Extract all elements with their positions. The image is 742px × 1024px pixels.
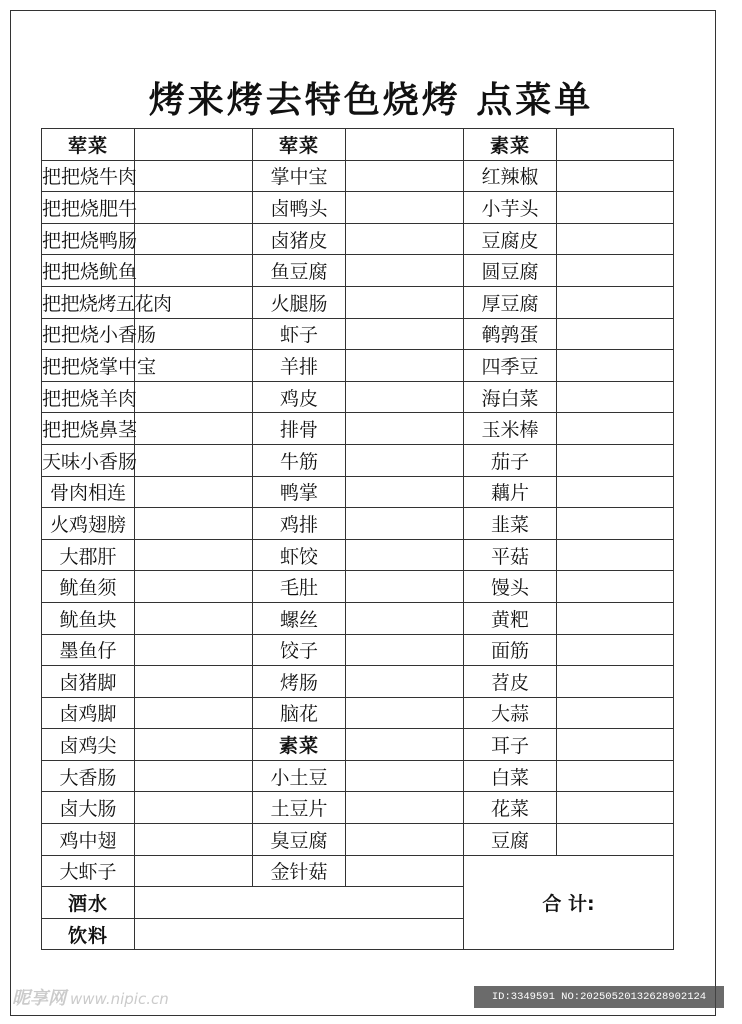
qty-cell[interactable] bbox=[346, 508, 464, 540]
menu-row bbox=[42, 476, 674, 508]
qty-cell[interactable] bbox=[557, 508, 674, 540]
menu-title: 烤来烤去特色烧烤 点菜单 bbox=[148, 79, 594, 121]
qty-cell[interactable] bbox=[135, 855, 253, 887]
col1-item: 火鸡翅膀 bbox=[42, 508, 135, 540]
qty-cell[interactable] bbox=[135, 381, 253, 413]
col3-item: 玉米棒 bbox=[464, 413, 557, 445]
col3-item: 馒头 bbox=[464, 571, 557, 603]
qty-cell[interactable] bbox=[557, 192, 674, 224]
watermark-site-name: 昵享网 bbox=[12, 988, 66, 1009]
menu-row bbox=[42, 381, 674, 413]
col3-item: 红辣椒 bbox=[464, 160, 557, 192]
menu-row bbox=[42, 192, 674, 224]
col2-item: 脑花 bbox=[253, 697, 346, 729]
qty-cell[interactable] bbox=[557, 413, 674, 445]
qty-cell[interactable] bbox=[346, 571, 464, 603]
qty-cell[interactable] bbox=[135, 571, 253, 603]
qty-cell[interactable] bbox=[557, 760, 674, 792]
col3-item: 白菜 bbox=[464, 760, 557, 792]
menu-row bbox=[42, 634, 674, 666]
qty-cell[interactable] bbox=[346, 255, 464, 287]
qty-cell[interactable] bbox=[557, 160, 674, 192]
col2-item: 金针菇 bbox=[253, 855, 346, 887]
qty-cell[interactable] bbox=[346, 413, 464, 445]
drinks-soft-label: 饮料 bbox=[42, 918, 135, 950]
menu-row bbox=[42, 444, 674, 476]
col3-item: 平菇 bbox=[464, 539, 557, 571]
drinks-alcohol-qty[interactable] bbox=[135, 887, 464, 919]
col1-header: 荤菜 bbox=[42, 129, 135, 161]
col1-item: 把把烧鱿鱼 bbox=[42, 255, 135, 287]
order-menu-table bbox=[41, 128, 674, 950]
qty-cell[interactable] bbox=[557, 444, 674, 476]
col3-item: 苕皮 bbox=[464, 666, 557, 698]
col1-item: 卤猪脚 bbox=[42, 666, 135, 698]
qty-cell[interactable] bbox=[135, 666, 253, 698]
menu-row bbox=[42, 350, 674, 382]
qty-cell[interactable] bbox=[557, 824, 674, 856]
qty-cell[interactable] bbox=[557, 223, 674, 255]
qty-cell[interactable] bbox=[346, 855, 464, 887]
col2-item: 小土豆 bbox=[253, 760, 346, 792]
col1-item: 鱿鱼须 bbox=[42, 571, 135, 603]
col1-item: 大虾子 bbox=[42, 855, 135, 887]
qty-cell[interactable] bbox=[346, 602, 464, 634]
qty-cell[interactable] bbox=[346, 286, 464, 318]
col2-item: 卤猪皮 bbox=[253, 223, 346, 255]
qty-cell[interactable] bbox=[346, 666, 464, 698]
qty-cell[interactable] bbox=[135, 792, 253, 824]
col1-item: 骨肉相连 bbox=[42, 476, 135, 508]
col1-item: 把把烧羊肉 bbox=[42, 381, 135, 413]
qty-cell[interactable] bbox=[557, 476, 674, 508]
col3-item: 黄粑 bbox=[464, 602, 557, 634]
menu-row bbox=[42, 697, 674, 729]
col3-item: 豆腐 bbox=[464, 824, 557, 856]
menu-table-body bbox=[42, 129, 674, 950]
col2-item: 火腿肠 bbox=[253, 286, 346, 318]
qty-cell[interactable] bbox=[557, 318, 674, 350]
col1-item: 把把烧牛肉 bbox=[42, 160, 135, 192]
col3-item: 圆豆腐 bbox=[464, 255, 557, 287]
col1-item: 鱿鱼块 bbox=[42, 602, 135, 634]
qty-cell[interactable] bbox=[135, 697, 253, 729]
menu-row bbox=[42, 824, 674, 856]
qty-cell[interactable] bbox=[557, 792, 674, 824]
qty-cell[interactable] bbox=[557, 729, 674, 761]
col1-item: 墨鱼仔 bbox=[42, 634, 135, 666]
col1-item: 卤大肠 bbox=[42, 792, 135, 824]
qty-cell[interactable] bbox=[346, 223, 464, 255]
qty-cell[interactable] bbox=[135, 413, 253, 445]
col2-item: 鸭掌 bbox=[253, 476, 346, 508]
drinks-alcohol-label: 酒水 bbox=[42, 887, 135, 919]
col1-item: 卤鸡脚 bbox=[42, 697, 135, 729]
qty-cell[interactable] bbox=[557, 286, 674, 318]
col3-item: 耳子 bbox=[464, 729, 557, 761]
qty-cell[interactable] bbox=[346, 476, 464, 508]
col3-item: 韭菜 bbox=[464, 508, 557, 540]
qty-cell[interactable] bbox=[135, 602, 253, 634]
qty-cell[interactable] bbox=[557, 697, 674, 729]
menu-row bbox=[42, 792, 674, 824]
qty-cell[interactable] bbox=[135, 223, 253, 255]
col1-item: 卤鸡尖 bbox=[42, 729, 135, 761]
qty-cell[interactable] bbox=[346, 444, 464, 476]
qty-cell[interactable] bbox=[346, 729, 464, 761]
col2-item: 土豆片 bbox=[253, 792, 346, 824]
col3-item: 厚豆腐 bbox=[464, 286, 557, 318]
watermark-url: www.nipic.cn bbox=[70, 990, 169, 1008]
qty-cell[interactable] bbox=[135, 729, 253, 761]
col2-item: 羊排 bbox=[253, 350, 346, 382]
qty-cell[interactable] bbox=[557, 571, 674, 603]
qty-cell[interactable] bbox=[346, 350, 464, 382]
qty-cell[interactable] bbox=[135, 192, 253, 224]
image-id-bar: ID:3349591 NO:20250520132628902124 bbox=[474, 986, 724, 1008]
qty-cell[interactable] bbox=[557, 350, 674, 382]
qty-cell[interactable] bbox=[557, 666, 674, 698]
col1-item: 把把烧肥牛 bbox=[42, 192, 135, 224]
col2-item: 掌中宝 bbox=[253, 160, 346, 192]
col1-item: 把把烧烤五花肉 bbox=[42, 286, 135, 318]
col2-item: 臭豆腐 bbox=[253, 824, 346, 856]
menu-row bbox=[42, 729, 674, 761]
col1-item: 大香肠 bbox=[42, 760, 135, 792]
menu-row bbox=[42, 223, 674, 255]
col3-item: 四季豆 bbox=[464, 350, 557, 382]
menu-row bbox=[42, 571, 674, 603]
menu-row bbox=[42, 413, 674, 445]
menu-row bbox=[42, 666, 674, 698]
col2-item: 鸡皮 bbox=[253, 381, 346, 413]
col2-item: 烤肠 bbox=[253, 666, 346, 698]
qty-cell[interactable] bbox=[557, 255, 674, 287]
qty-cell[interactable] bbox=[346, 792, 464, 824]
qty-cell[interactable] bbox=[346, 129, 464, 161]
menu-row bbox=[42, 129, 674, 161]
qty-cell[interactable] bbox=[346, 634, 464, 666]
qty-cell[interactable] bbox=[346, 760, 464, 792]
col2-item: 卤鸭头 bbox=[253, 192, 346, 224]
col1-item: 把把烧掌中宝 bbox=[42, 350, 135, 382]
col3-item: 花菜 bbox=[464, 792, 557, 824]
total-cell[interactable]: 合 计: bbox=[464, 855, 674, 950]
col1-item: 把把烧小香肠 bbox=[42, 318, 135, 350]
watermark-logo bbox=[12, 984, 169, 1010]
col2-header: 荤菜 bbox=[253, 129, 346, 161]
col2-item: 虾子 bbox=[253, 318, 346, 350]
drinks-soft-qty[interactable] bbox=[135, 918, 464, 950]
col3-item: 大蒜 bbox=[464, 697, 557, 729]
col2-item: 鸡排 bbox=[253, 508, 346, 540]
col2-item: 排骨 bbox=[253, 413, 346, 445]
menu-row bbox=[42, 160, 674, 192]
qty-cell[interactable] bbox=[135, 160, 253, 192]
qty-cell[interactable] bbox=[346, 824, 464, 856]
col1-item: 天味小香肠 bbox=[42, 444, 135, 476]
qty-cell[interactable] bbox=[346, 539, 464, 571]
qty-cell[interactable] bbox=[135, 824, 253, 856]
menu-row bbox=[42, 318, 674, 350]
col3-item: 豆腐皮 bbox=[464, 223, 557, 255]
col3-item: 鹌鹑蛋 bbox=[464, 318, 557, 350]
col2-item: 鱼豆腐 bbox=[253, 255, 346, 287]
col2-item: 毛肚 bbox=[253, 571, 346, 603]
qty-cell[interactable] bbox=[557, 381, 674, 413]
col3-item: 茄子 bbox=[464, 444, 557, 476]
col2-subheader: 素菜 bbox=[253, 729, 346, 761]
menu-row bbox=[42, 539, 674, 571]
col1-item: 把把烧鸭肠 bbox=[42, 223, 135, 255]
qty-cell[interactable] bbox=[557, 634, 674, 666]
qty-cell[interactable] bbox=[135, 255, 253, 287]
menu-row bbox=[42, 855, 674, 887]
qty-cell[interactable] bbox=[135, 760, 253, 792]
col3-item: 面筋 bbox=[464, 634, 557, 666]
col2-item: 饺子 bbox=[253, 634, 346, 666]
qty-cell[interactable] bbox=[346, 318, 464, 350]
col1-item: 鸡中翅 bbox=[42, 824, 135, 856]
menu-row bbox=[42, 760, 674, 792]
col3-item: 小芋头 bbox=[464, 192, 557, 224]
qty-cell[interactable] bbox=[557, 129, 674, 161]
qty-cell[interactable] bbox=[557, 539, 674, 571]
col3-item: 海白菜 bbox=[464, 381, 557, 413]
menu-row bbox=[42, 286, 674, 318]
qty-cell[interactable] bbox=[135, 444, 253, 476]
qty-cell[interactable] bbox=[135, 129, 253, 161]
qty-cell[interactable] bbox=[346, 697, 464, 729]
col2-item: 虾饺 bbox=[253, 539, 346, 571]
menu-row bbox=[42, 508, 674, 540]
qty-cell[interactable] bbox=[346, 381, 464, 413]
col3-header: 素菜 bbox=[464, 129, 557, 161]
col1-item: 把把烧鼻茎 bbox=[42, 413, 135, 445]
col2-item: 螺丝 bbox=[253, 602, 346, 634]
menu-row bbox=[42, 255, 674, 287]
menu-row bbox=[42, 602, 674, 634]
qty-cell[interactable] bbox=[135, 476, 253, 508]
qty-cell[interactable] bbox=[135, 508, 253, 540]
qty-cell[interactable] bbox=[557, 602, 674, 634]
qty-cell[interactable] bbox=[346, 192, 464, 224]
col1-item: 大郡肝 bbox=[42, 539, 135, 571]
qty-cell[interactable] bbox=[135, 634, 253, 666]
qty-cell[interactable] bbox=[135, 539, 253, 571]
qty-cell[interactable] bbox=[346, 160, 464, 192]
col3-item: 藕片 bbox=[464, 476, 557, 508]
col2-item: 牛筋 bbox=[253, 444, 346, 476]
